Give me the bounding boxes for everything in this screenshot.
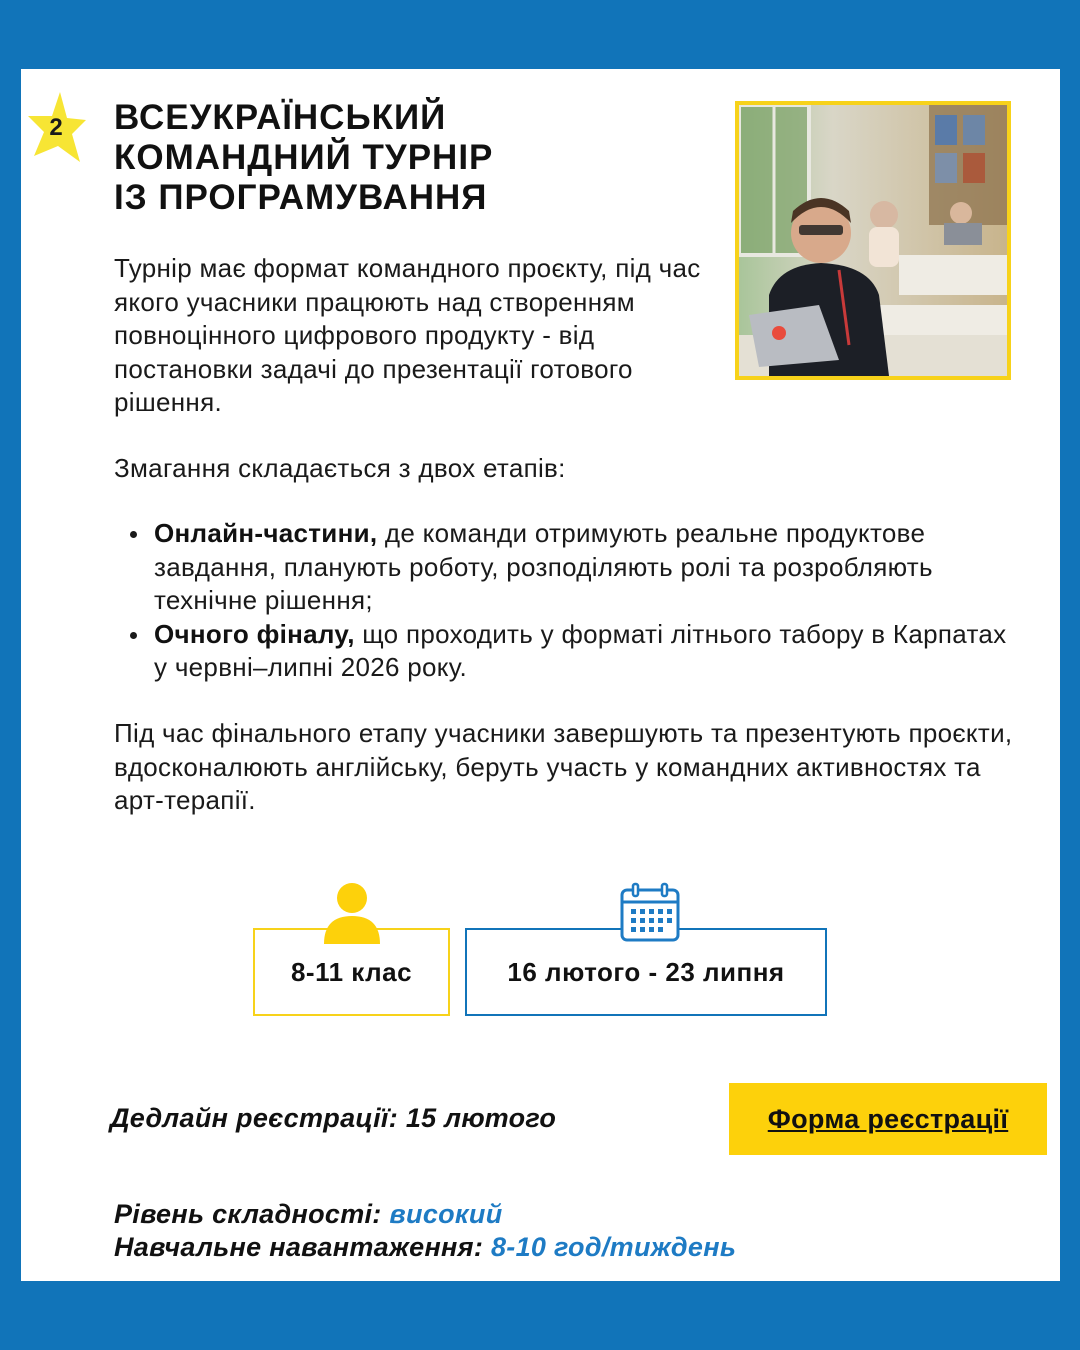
- stages-list: [114, 517, 1024, 685]
- list-item: [114, 517, 1024, 618]
- stage-text: де команди отримують реальне продуктове завдання, планують роботу, розподіляють ролі та розробляють технічне рішення;: [154, 518, 933, 615]
- workload-value: 8-10 год/тиждень: [490, 1232, 737, 1262]
- title-line: ІЗ ПРОГРАМУВАННЯ: [114, 178, 488, 217]
- study-workload: [114, 1232, 736, 1263]
- step-number: 2: [49, 114, 63, 141]
- bullet-icon: [130, 531, 137, 538]
- registration-deadline: Дедлайн реєстрації: 15 лютого: [110, 1103, 557, 1133]
- students-photo: [735, 101, 1011, 380]
- title-line: ВСЕУКРАЇНСЬКИЙ: [114, 98, 447, 137]
- stage-title: Онлайн-частини,: [154, 518, 378, 548]
- list-item: [114, 618, 1024, 685]
- difficulty-label: Рівень складності:: [114, 1199, 382, 1229]
- stage-text: що проходить у форматі літнього табору в Карпатах у червні–липні 2026 року.: [154, 618, 1007, 682]
- dates-label: 16 лютого - 23 липня: [507, 956, 785, 987]
- workload-label: Навчальне навантаження:: [114, 1232, 484, 1262]
- title-line: КОМАНДНИЙ ТУРНІР: [114, 138, 494, 177]
- calendar-icon: [619, 882, 681, 944]
- intro-paragraph: Турнір має формат командного проєкту, під час якого учасники працюють над створенням повноцінного цифрового продукту - від постановки задачі до презентації готового рішення.: [114, 253, 701, 417]
- grade-label: 8-11 клас: [290, 956, 413, 987]
- person-icon: [322, 882, 382, 944]
- registration-form-button[interactable]: Форма реєстрації: [729, 1083, 1047, 1155]
- bullet-icon: [130, 632, 137, 639]
- page-title: [114, 98, 674, 218]
- stages-intro: Змагання складається з двох етапів:: [114, 453, 566, 483]
- difficulty-level: [114, 1199, 503, 1230]
- difficulty-value: високий: [389, 1199, 503, 1229]
- final-stage-paragraph: Під час фінального етапу учасники завершують та презентують проєкти, вдосконалюють англійську, беруть участь у командних активностях та арт-терапії.: [114, 718, 1013, 815]
- stage-title: Очного фіналу,: [154, 618, 355, 649]
